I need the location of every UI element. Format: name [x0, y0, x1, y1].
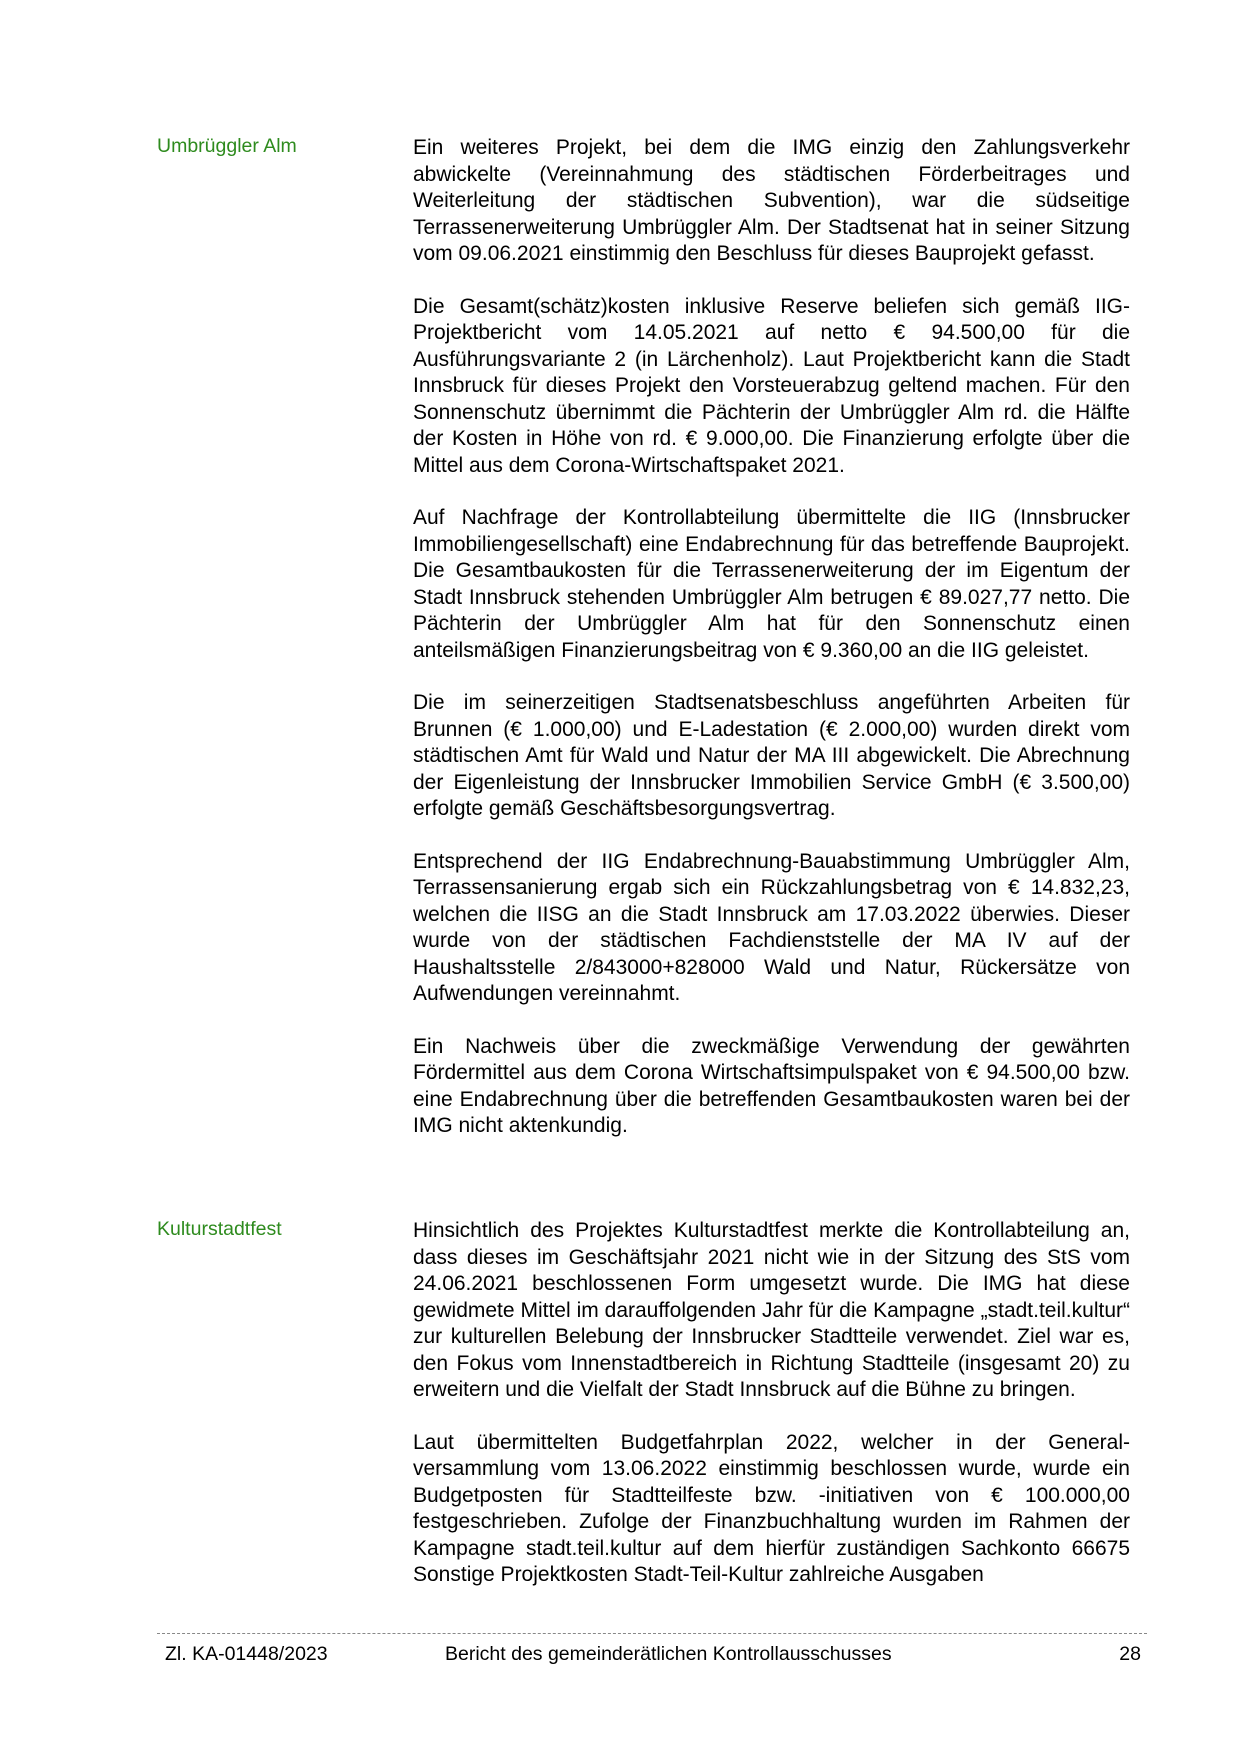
paragraph: Die im seinerzeitigen Stadtsenatsbeschluss angeführten Arbeiten für Brunnen (€ 1.000,00) und E-Ladestation (€ 2.000,00) wurden direkt vom städtischen Amt für Wald und Natur der MA III abgewickelt. Die Abrechnung der Eigenleistung der Innsbrucker Immobilien Service GmbH (€ 3.500,00) erfolgte gemäß Geschäftsbesorgungsvertrag.	[413, 691, 1130, 820]
paragraph: Laut übermittelten Budgetfahrplan 2022, welcher in der Generalversammlung vom 13.06.2022 einstimmig beschlossen wurde, wurde ein Budgetposten für Stadtteilfeste bzw. -initiativen von € 100.000,00 festgeschrieben. Zufolge der Finanzbuchhaltung wurden im Rahmen der Kampagne stadt.teil.kultur auf dem hierfür zuständigen Sachkonto 66675 Sonstige Projektkosten Stadt-Teil-Kultur zahlreiche Ausgaben	[413, 1430, 1130, 1586]
footer-divider	[157, 1633, 1147, 1634]
paragraph: Auf Nachfrage der Kontrollabteilung übermittelte die IIG (Innsbrucker Immobiliengesellschaft) eine Endabrechnung für das betreffende Bauprojekt. Die Gesamtbaukosten für die Terrassenerweiterung der im Eigentum der Stadt Innsbruck stehenden Umbrüggler Alm betrugen € 89.027,77 netto. Die Pächterin der Umbrüggler Alm hat für den Sonnenschutz einen anteilsmäßigen Finanzierungsbeitrag von € 9.360,00 an die IIG geleistet.	[413, 506, 1130, 662]
paragraph: Hinsichtlich des Projektes Kulturstadtfest merkte die Kontrollabteilung an, dass dieses im Geschäftsjahr 2021 nicht wie in der Sitzung des StS vom 24.06.2021 beschlossenen Form umgesetzt wurde. Die IMG hat diese gewidmete Mittel im darauffolgenden Jahr für die Kampagne „stadt.teil.kultur“ zur kulturellen Belebung der Innsbrucker Stadtteile verwendet. Ziel war es, den Fokus vom Innenstadtbereich in Richtung Stadtteile (insgesamt 20) zu erweitern und die Vielfalt der Stadt Innsbruck auf die Bühne zu bringen.	[413, 1219, 1130, 1401]
section-label-umbruggler-alm: Umbrüggler Alm	[157, 135, 297, 157]
section-body-kulturstadtfest	[413, 1218, 1130, 1589]
section-label-kulturstadtfest: Kulturstadtfest	[157, 1218, 282, 1240]
paragraph: Die Gesamt(schätz)kosten inklusive Reserve beliefen sich gemäß IIG-Projektbericht vom 14.05.2021 auf netto € 94.500,00 für die Ausführungsvariante 2 (in Lärchenholz). Laut Projektbericht kann die Stadt Innsbruck für dieses Projekt den Vorsteuerabzug geltend machen. Für den Sonnenschutz übernimmt die Pächterin der Umbrüggler Alm rd. die Hälfte der Kosten in Höhe von rd. € 9.000,00. Die Finanzierung erfolgte über die Mittel aus dem Corona-Wirtschaftspaket 2021.	[413, 294, 1130, 477]
page-number: 28	[1119, 1643, 1141, 1665]
paragraph: Ein Nachweis über die zweckmäßige Verwendung der gewährten Fördermittel aus dem Corona Wirtschaftsimpulspaket von € 94.500,00 bzw. eine Endabrechnung über die betreffenden Gesamtbaukosten waren bei der IMG nicht aktenkundig.	[413, 1034, 1130, 1137]
footer-reference: Zl. KA-01448/2023	[165, 1643, 328, 1665]
paragraph: Entsprechend der IIG Endabrechnung-Bauabstimmung Umbrüggler Alm, Terrassensanierung ergab sich ein Rückzahlungsbetrag von € 14.832,23, welchen die IISG an die Stadt Innsbruck am 17.03.2022 überwies. Dieser wurde von der städtischen Fachdienststelle der MA IV auf der Haushaltsstelle 2/843000+828000 Wald und Natur, Rückersätze von Aufwendungen vereinnahmt.	[413, 849, 1130, 1005]
footer-title: Bericht des gemeinderätlichen Kontrollausschusses	[445, 1643, 892, 1665]
paragraph: Ein weiteres Projekt, bei dem die IMG einzig den Zahlungsverkehr abwickelte (Vereinnahmung des städtischen Förderbeitrages und Weiterleitung der städtischen Subvention), war die südseitige Terrassenerweiterung Umbrüggler Alm. Der Stadtsenat hat in seiner Sitzung vom 09.06.2021 einstimmig den Beschluss für dieses Bauprojekt gefasst.	[413, 136, 1130, 265]
section-body-umbruggler-alm	[413, 135, 1130, 1140]
